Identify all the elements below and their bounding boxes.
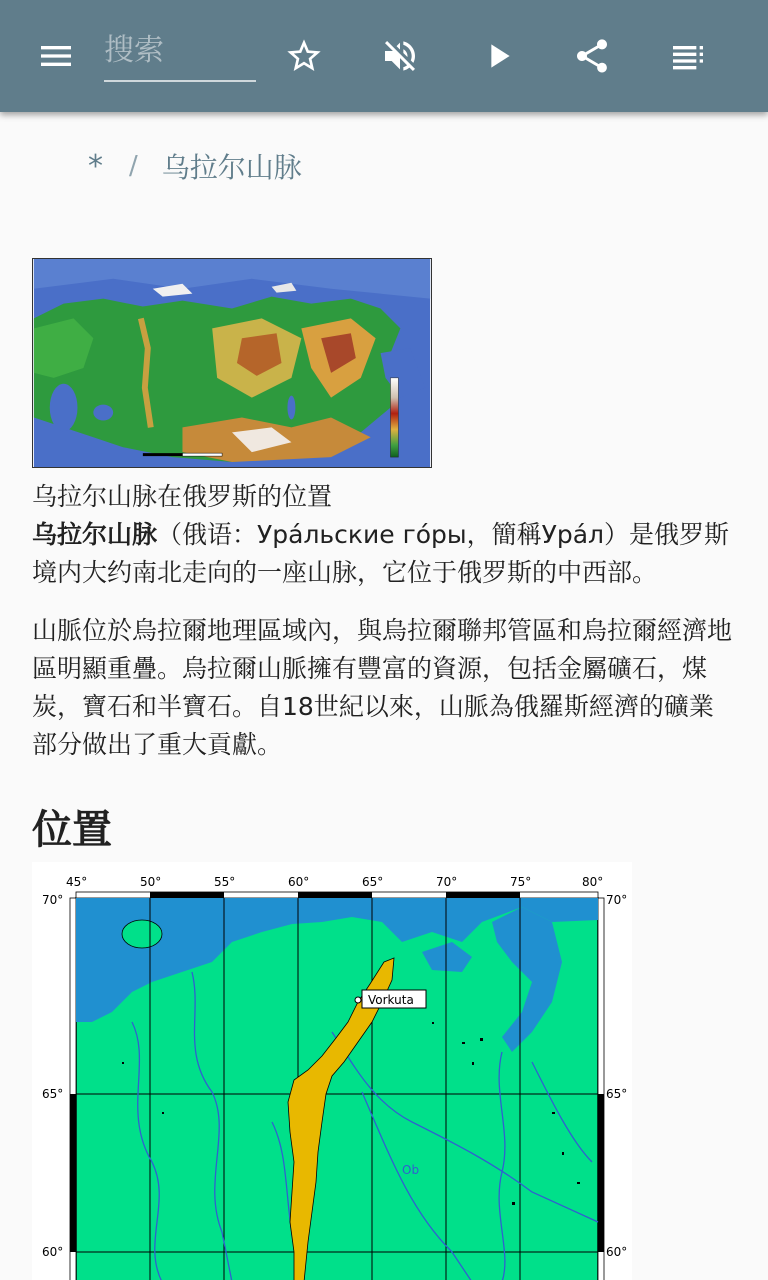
ural-location-map[interactable] — [32, 862, 632, 1280]
lat-label: 60° — [42, 1245, 64, 1259]
lon-label: 70° — [436, 875, 458, 889]
lon-label: 55° — [214, 875, 236, 889]
search-box[interactable] — [104, 24, 256, 82]
body-paragraph: 山脈位於烏拉爾地理區域內，與烏拉爾聯邦管區和烏拉爾經濟地區明顯重疊。烏拉爾山脈擁有豐富的資源，包括金屬礦石，煤炭，寶石和半寶石。自18世紀以來，山脈為俄羅斯經濟的礦業部分做出了重大貢獻。 — [32, 616, 733, 759]
lon-label: 60° — [288, 875, 310, 889]
star-outline-icon — [284, 36, 324, 76]
menu-button[interactable] — [28, 28, 84, 84]
lat-label: 70° — [606, 893, 628, 907]
section-heading-location: 位置 — [32, 807, 112, 853]
breadcrumb-current: 乌拉尔山脉 — [161, 151, 302, 184]
play-icon — [478, 36, 518, 76]
lat-label: 65° — [606, 1087, 628, 1101]
lat-label: 65° — [42, 1087, 64, 1101]
bookmark-button[interactable] — [276, 28, 332, 84]
image-caption: 乌拉尔山脉在俄罗斯的位置 — [32, 482, 333, 511]
lon-label: 50° — [140, 875, 162, 889]
river-label-ob: Ob — [402, 1163, 420, 1177]
lon-label: 45° — [66, 875, 88, 889]
intro-paragraph — [32, 516, 736, 592]
play-button[interactable] — [470, 28, 526, 84]
intro-text: （俄语：Ура́льские го́ры，簡稱Ура́л）是俄罗斯境内大约南北走向的一座山脉，它位于俄罗斯的中西部。 — [32, 520, 730, 587]
article-title-bold: 乌拉尔山脉 — [32, 520, 158, 549]
article-content — [32, 258, 736, 1280]
volume-off-icon — [380, 36, 420, 76]
breadcrumb — [88, 146, 302, 186]
search-input[interactable] — [104, 24, 256, 76]
playlist-icon — [668, 36, 708, 76]
lat-label: 70° — [42, 893, 64, 907]
share-button[interactable] — [564, 28, 620, 84]
lon-label: 75° — [510, 875, 532, 889]
lon-label: 80° — [582, 875, 604, 889]
breadcrumb-separator: / — [129, 151, 138, 181]
app-toolbar — [0, 0, 768, 112]
lat-label: 60° — [606, 1245, 628, 1259]
breadcrumb-root[interactable]: * — [88, 148, 103, 184]
playlist-button[interactable] — [660, 28, 716, 84]
menu-icon — [36, 36, 76, 76]
lon-label: 65° — [362, 875, 384, 889]
share-icon — [572, 36, 612, 76]
mute-button[interactable] — [372, 28, 428, 84]
russia-relief-map[interactable] — [32, 258, 432, 468]
city-label-vorkuta: Vorkuta — [368, 993, 414, 1007]
